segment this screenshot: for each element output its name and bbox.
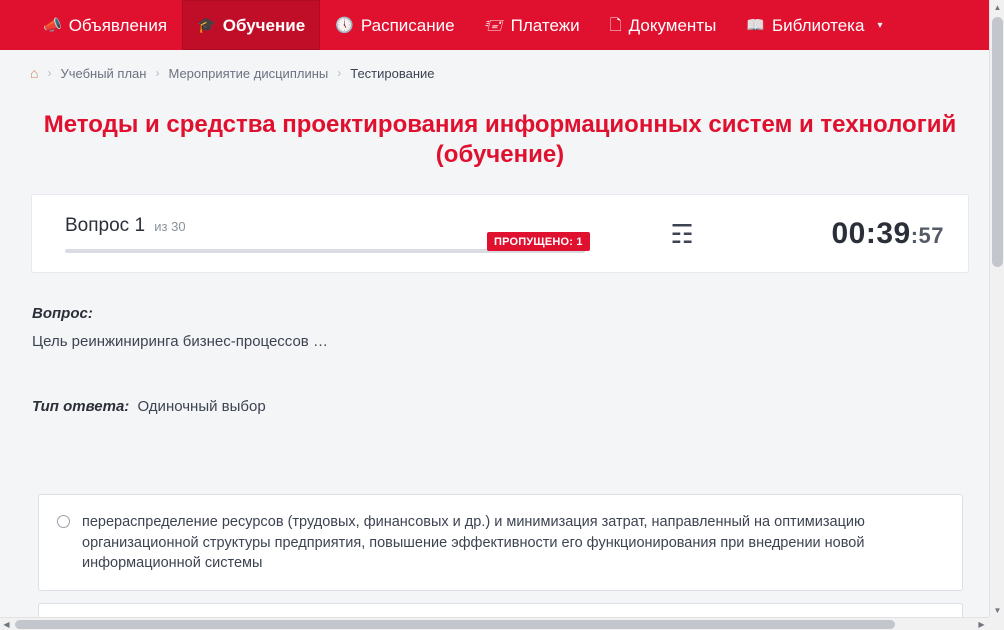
nav-item-education[interactable] (182, 0, 320, 50)
nav-item-label: Платежи (510, 15, 580, 35)
question-body (32, 305, 968, 415)
chevron-down-icon[interactable]: ▾ (877, 19, 883, 31)
breadcrumb-separator: › (47, 66, 52, 80)
list-view-icon[interactable]: ☶ (670, 218, 694, 249)
answer-type-value: Одиночный выбор (137, 398, 266, 415)
nav-item-label: Библиотека (772, 15, 865, 35)
question-progress-section (32, 215, 592, 253)
list-item[interactable] (38, 494, 963, 591)
question-status-card (31, 194, 969, 273)
nav-item-schedule[interactable] (320, 0, 469, 50)
scroll-left-arrow-icon[interactable]: ◀ (3, 620, 10, 629)
graduation-cap-icon: 🎓 (197, 16, 216, 34)
document-icon: 🗋 (609, 16, 622, 34)
timer-seconds: :57 (910, 222, 944, 248)
question-number: Вопрос 1 (65, 214, 146, 236)
nav-item-label: Документы (628, 15, 717, 35)
answer-type-label: Тип ответа: (32, 398, 130, 415)
breadcrumb-item-testing: Тестирование (350, 65, 435, 81)
breadcrumb-separator: › (337, 66, 342, 80)
breadcrumb (0, 50, 1000, 96)
nav-item-payments[interactable] (470, 0, 595, 50)
status-badge-skipped: ПРОПУЩЕНО: 1 (487, 232, 590, 251)
page-title: Методы и средства проектирования информационных систем и технологий (обучение) (43, 111, 957, 168)
megaphone-icon: 📣 (43, 16, 62, 34)
question-prompt-label: Вопрос: (32, 305, 93, 322)
answer-type-row (32, 398, 968, 415)
nav-item-documents[interactable] (595, 0, 732, 50)
nav-item-label: Обучение (222, 15, 306, 35)
book-icon: 📖 (746, 16, 765, 34)
breadcrumb-item-curriculum[interactable]: Учебный план (60, 65, 147, 81)
scroll-down-arrow-icon[interactable]: ▼ (993, 606, 1002, 615)
question-total: из 30 (154, 218, 186, 234)
scroll-right-arrow-icon[interactable]: ▶ (978, 620, 985, 629)
nav-item-label: Расписание (360, 15, 455, 35)
radio-button-icon[interactable] (57, 515, 70, 528)
clock-icon: 🕔 (335, 16, 354, 34)
timer-minutes: 00:39 (831, 216, 911, 250)
vertical-scrollbar[interactable] (989, 0, 1004, 618)
main-navigation (0, 0, 1000, 50)
nav-item-label: Объявления (68, 15, 168, 35)
nav-item-announcements[interactable] (28, 0, 182, 50)
card-icon: 🖅 (484, 16, 504, 34)
vertical-scrollbar-thumb[interactable] (992, 17, 1003, 267)
nav-item-library[interactable] (731, 0, 897, 50)
breadcrumb-item-discipline-event[interactable]: Мероприятие дисциплины (168, 65, 329, 81)
question-text: Цель реинжиниринга бизнес-процессов … (32, 333, 328, 350)
question-list-section (592, 218, 772, 249)
breadcrumb-separator: › (155, 66, 160, 80)
horizontal-scrollbar-thumb[interactable] (15, 620, 895, 629)
option-label: перераспределение ресурсов (трудовых, финансовых и др.) и минимизация затрат, направленный на оптимизацию организационной структуры предприятия, повышение эффективности его функционирования при внедрении новой информационной системы (82, 514, 865, 571)
answer-options (38, 494, 963, 630)
horizontal-scrollbar[interactable] (0, 617, 1004, 630)
scroll-up-arrow-icon[interactable]: ▲ (993, 3, 1002, 12)
scrollbar-corner (989, 617, 1004, 630)
timer (772, 217, 968, 251)
home-icon[interactable]: ⌂ (30, 65, 39, 81)
